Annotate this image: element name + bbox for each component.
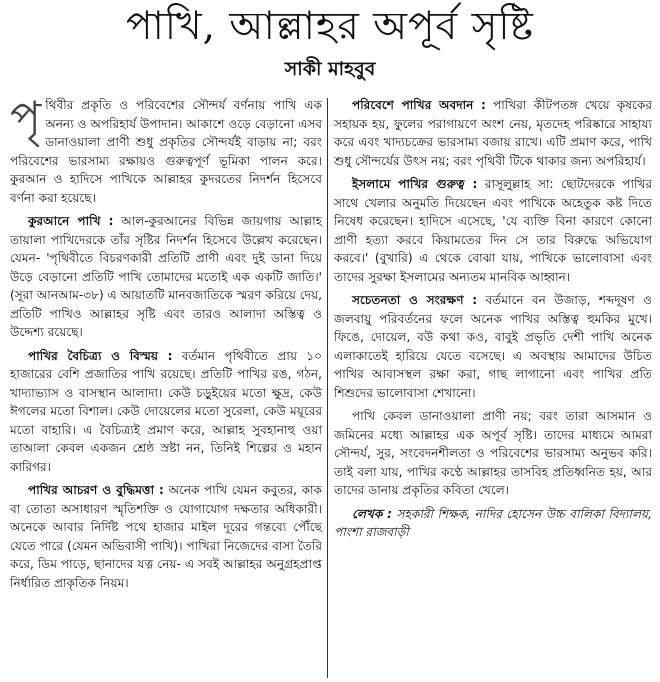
quran-heading: কুরআনে পাখি : <box>28 214 114 228</box>
awareness-heading: সচেতনতা ও সংরক্ষণ : <box>352 293 478 307</box>
column-divider <box>327 98 328 678</box>
islam-paragraph <box>334 175 652 286</box>
islam-heading: ইসলামে পাখির গুরুত্ব : <box>352 177 478 191</box>
diversity-paragraph <box>10 347 322 477</box>
diversity-heading: পাখির বৈচিত্র্য ও বিস্ময় : <box>28 348 173 363</box>
closing-paragraph <box>334 407 652 500</box>
environment-paragraph <box>334 96 652 170</box>
drop-cap: পৃ <box>10 91 42 145</box>
islam-text: রাসূলুল্লাহ সা: ছোটদেরকে পাখির সাথে খেলার অনুমতি দিয়েছেন এবং পাখিকে অহেতুক কষ্ট দিতে নিষেধ করেছেন। হাদিসে এসেছে, 'যে ব্যক্তি বিনা কারণে কোনো প্রাণী হত্যা করবে কিয়ামতের দিন সে তার বিরুদ্ধে অভিযোগ করবে।' (বুখারি) এ থেকে বোঝা যায়, পাখিকে ভালোবাসা এবং তাদের সুরক্ষা ইসলামের অন্যতম মানবিক আহ্বান। <box>334 177 652 284</box>
environment-heading: পরিবেশে পাখির অবদান : <box>352 98 486 112</box>
diversity-text: বর্তমান পৃথিবীতে প্রায় ১০ হাজারের বেশি প্রজাতির পাখি রয়েছে। প্রতিটি পাখির রঙ, গঠন, খাদ্যাভ্যাস ও বাসস্থান আলাদা। কেউ চড়ুইয়ের মতো ক্ষুদ্র, কেউ ঈগলের মতো বিশাল। কেউ দোয়েলের মতো সুরেলা, কেউ ময়ূরের মতো বাহারি। এ বৈচিত্র্যই প্রমাণ করে, আল্লাহ সুবহানাহু ওয়া তাআলা কেবল একজন শ্রেষ্ঠ স্রষ্টা নন, তিনিই শিল্পের ও মহান কারিগর। <box>10 348 322 474</box>
writer-text: সহকারী শিক্ষক, নাদির হোসেন উচ্চ বালিকা বিদ্যালয়, পাংশা রাজবাড়ী <box>334 506 652 539</box>
left-column <box>10 91 322 597</box>
environment-text: পাখিরা কীটপতঙ্গ খেয়ে কৃষকের সহায়ক হয়, ফুলের পরাগায়ণে অংশ নেয়, মৃতদেহ পরিষ্কারে সাহায্য করে এবং খাদ্যচক্রের ভারসাম্য বজায় রাখে। এটি প্রমাণ করে, পাখি শুধু সৌন্দর্যের উৎস নয়; বরং পৃথিবী টিকে থাকার জন্য অপরিহার্য। <box>334 98 652 168</box>
quran-paragraph <box>10 212 322 342</box>
article-title: পাখি, আল্লাহর অপূর্ব সৃষ্টি <box>126 4 534 49</box>
author-byline: সাকী মাহবুব <box>284 58 376 80</box>
behavior-paragraph <box>10 481 322 592</box>
intro-paragraph <box>10 91 322 207</box>
quran-text: আল-কুরআনের বিভিন্ন জায়গায় আল্লাহ তায়ালা পাখিদেরকে তাঁর সৃষ্টির নিদর্শন হিসেবে উল্লেখ করেছেন। যেমন- 'পৃথিবীতে বিচরণকারী প্রতিটি প্রাণী এবং দুই ডানা দিয়ে উড়ে বেড়ানো প্রতিটি পাখি তোমাদের মতোই এক একটি জাতি।' (সূরা আনআম-৩৮) এ আয়াতটি মানবজাতিকে স্মরণ করিয়ে দেয়, প্রতিটি পাখিও আল্লাহর সৃষ্টি এবং তারও আলাদা অস্তিত্ব ও উদ্দেশ্য রয়েছে। <box>10 214 322 339</box>
awareness-text: বর্তমানে বন উজাড়, শব্দদূষণ ও জলবায়ু পরিবর্তনের ফলে অনেক পাখির অস্তিত্ব হুমকির মুখে। ফিঙে, দোয়েল, বউ কথা কও, বাবুই প্রভৃতি দেশী পাখি অনেক এলাকাতেই হারিয়ে যেতে বসেছে। এ অবস্থায় আমাদের উচিত পাখির আবাসস্থল রক্ষা করা, গাছ লাগানো এবং পাখির প্রতি শিশুদের ভালোবাসা শেখানো। <box>334 293 652 400</box>
closing-text: পাখি কেবল ডানাওয়ালা প্রাণী নয়; বরং তারা আসমান ও জমিনের মধ্যে আল্লাহর এক অপূর্ব সৃষ্টি। তাদের মাধ্যমে আমরা সৌন্দর্য, সুর, সংবেদনশীলতা ও পরিবেশের ভারসাম্য অনুভব করি। তাই বলা যায়, পাখির কণ্ঠে আল্লাহর তাসবিহ প্রতিধ্বনিত হয়, আর তাদের ডানায় প্রকৃতির কবিতা খেলে। <box>334 409 652 497</box>
right-column <box>334 96 652 547</box>
author-note <box>334 505 652 542</box>
intro-text: থিবীর প্রকৃতি ও পরিবেশের সৌন্দর্য বর্ণনায় পাখি এক অনন্য ও অপরিহার্য উপাদান। আকাশে ওড়ে বেড়ানো এসব ডানাওয়ালা প্রাণী শুধু প্রকৃতির সৌন্দর্যই বাড়ায় না; বরং পরিবেশের ভারসাম্য রক্ষায়ও গুরুত্বপূর্ণ ভূমিকা পালন করে। কুরআন ও হাদিসে পাখিকে আল্লাহর কুদরতের নিদর্শন হিসেবে বর্ণনা করা হয়েছে। <box>10 98 322 205</box>
writer-label: লেখক : <box>352 506 393 521</box>
behavior-heading: পাখির আচরণ ও বুদ্ধিমত্তা : <box>28 483 164 497</box>
awareness-paragraph <box>334 291 652 402</box>
behavior-text: অনেক পাখি যেমন কবুতর, কাক বা তোতা অসাধারণ স্মৃতিশক্তি ও যোগাযোগ দক্ষতার অধিকারী। অনেকে আবার নির্দিষ্ট পথে হাজার মাইল দূরের গন্তব্যে পৌঁছে যেতে পারে (যেমন অভিবাসী পাখি)। পাখিরা নিজেদের বাসা তৈরি করে, ডিম পাড়ে, ছানাদের যত্ন নেয়- এ সবই আল্লাহর অনুগ্রহপ্রাপ্ত নির্ধারিত প্রাকৃতিক নিয়ম। <box>10 483 322 590</box>
